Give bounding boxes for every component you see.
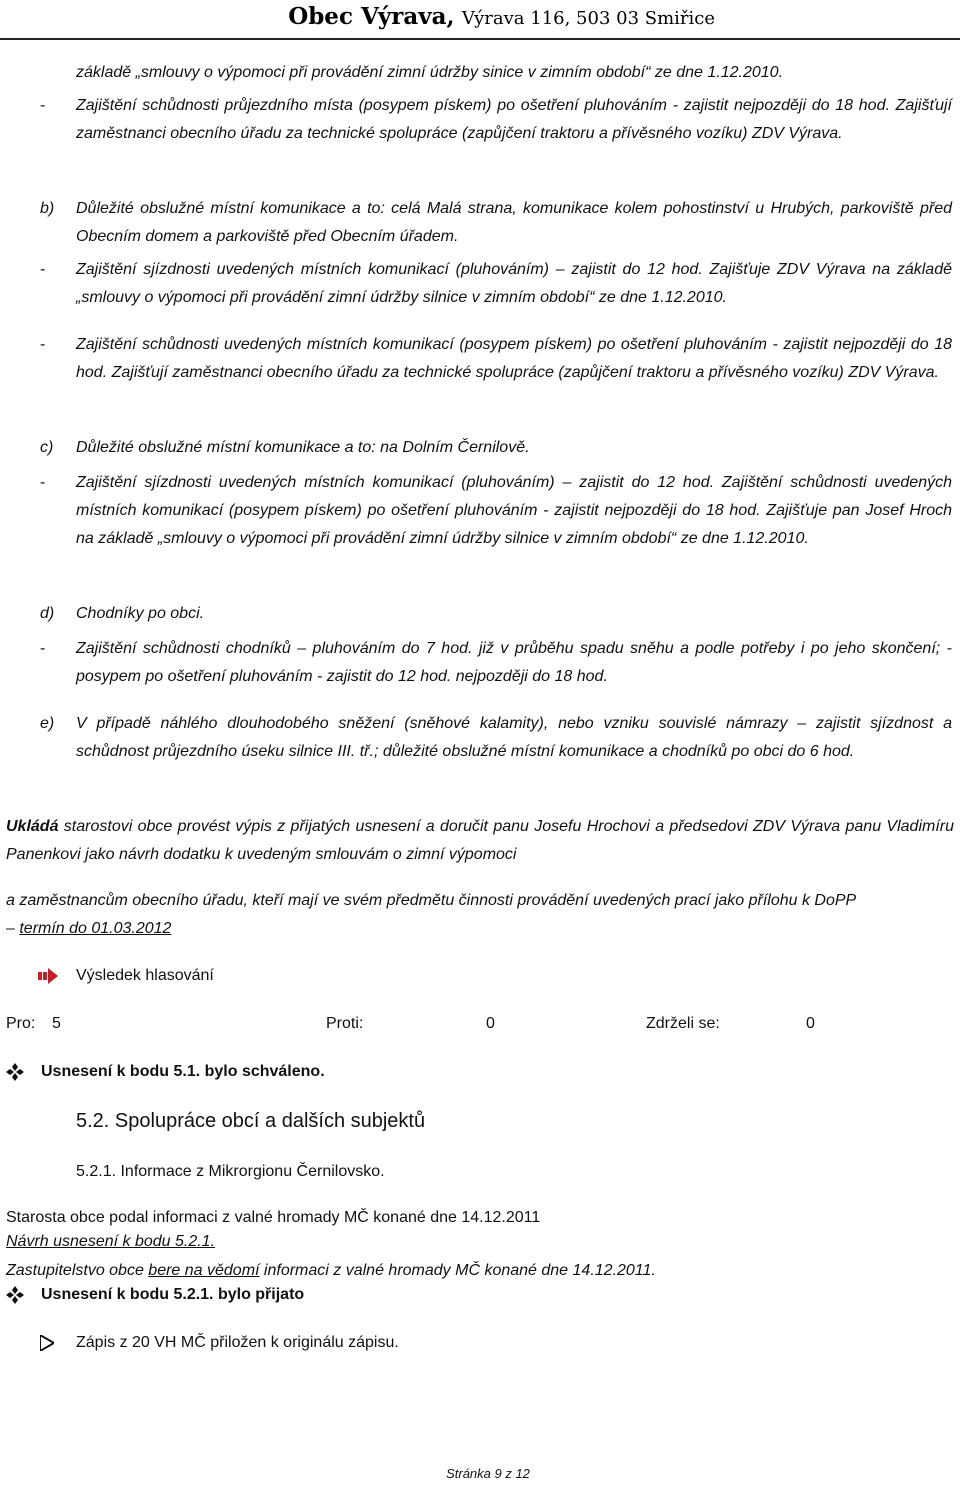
list-marker-c: c) — [40, 439, 54, 456]
four-diamond-bullet-icon — [6, 1063, 24, 1081]
paragraph-zastupitelstvo — [6, 1259, 656, 1283]
resolution-5-2-1-result: Usnesení k bodu 5.2.1. bylo přijato — [41, 1286, 305, 1303]
zastupitelstvo-text-c: informaci z valné hromady MČ konané dne 14.12.2011. — [259, 1262, 656, 1279]
dash-marker: - — [40, 640, 46, 657]
paragraph-schudnost-mista — [76, 92, 952, 148]
vote-heading: Výsledek hlasování — [76, 967, 214, 984]
list-marker-d: d) — [40, 605, 55, 622]
bere-na-vedomi: bere na vědomí — [148, 1262, 260, 1279]
dash-marker: - — [40, 474, 46, 491]
page-header — [0, 0, 960, 40]
dash-marker: - — [40, 97, 46, 114]
page-number: Stránka 9 z 12 — [446, 1466, 530, 1481]
triangle-bullet-icon — [40, 1335, 54, 1351]
four-diamond-bullet-icon — [6, 1286, 24, 1304]
paragraph-starosta-info: Starosta obce podal informaci z valné hromady MČ konané dne 14.12.2011 — [6, 1209, 541, 1226]
item-c1-text: Zajištění sjízdnosti uvedených místních komunikací (pluhováním) – zajistit do 12 hod. Zajištění schůdnosti uvedených místních komunikací (posypem pískem) po ošetření pluhováním - zajistit nejpozději do 18 hod. Zajišťuje pan Josef Hroch na základě „smlouvy o výpomoci při provádění zimní údržby silnice v zimním období“ ze dne 1.12.2010. — [76, 474, 952, 547]
vote-pro-value: 5 — [52, 1015, 61, 1032]
vote-result: Usnesení k bodu 5.1. bylo schváleno. — [41, 1063, 325, 1080]
right-arrow-icon — [38, 967, 58, 985]
vote-zdrzeli-value: 0 — [806, 1015, 815, 1032]
uklada-text: starostovi obce provést výpis z přijatých usnesení a doručit panu Josefu Hrochovi a předsedovi ZDV Výrava panu Vladimíru Panenkovi jako návrh dodatku k uvedeným smlouvám o zimní výpomoci — [6, 818, 954, 863]
list-marker-b: b) — [40, 200, 55, 217]
navrh-usneseni-label: Návrh usnesení k bodu 5.2.1. — [6, 1233, 216, 1250]
vote-zdrzeli-label: Zdrželi se: — [646, 1015, 720, 1032]
dash-marker: - — [40, 261, 46, 278]
item-c-text: Důležité obslužné místní komunikace a to: na Dolním Černilově. — [76, 439, 530, 456]
item-b-text: Důležité obslužné místní komunikace a to: celá Malá strana, komunikace kolem pohostinství u Hrubých, parkoviště před Obecním domem a parkoviště před Obecním úřadem. — [76, 200, 952, 245]
termin-deadline: termín do 01.03.2012 — [19, 920, 172, 937]
vote-proti-value: 0 — [486, 1015, 495, 1032]
zapis-note: Zápis z 20 VH MČ přiložen k originálu zápisu. — [76, 1334, 399, 1351]
paragraph-uklada — [6, 813, 954, 869]
page-footer — [0, 1466, 960, 1481]
paragraph-zamestnanci — [6, 887, 954, 943]
paragraph-schudnost-mista-text: Zajištění schůdnosti průjezdního místa (posypem pískem) po ošetření pluhováním - zajistit nejpozději do 18 hod. Zajišťují zaměstnanci obecního úřadu za technické spolupráce (zapůjčení traktoru a přívěsného vozíku) ZDV Výrava. — [76, 97, 952, 142]
header-title — [288, 0, 715, 36]
vote-pro-label: Pro: — [6, 1015, 36, 1032]
item-b1-text: Zajištění sjízdnosti uvedených místních komunikací (pluhováním) – zajistit do 12 hod. Zajišťuje ZDV Výrava na základě „smlouvy o výpomoci při provádění zimní údržby silnice v zimním období“ ze dne 1.12.2010. — [76, 261, 952, 306]
subsection-heading-5-2-1: 5.2.1. Informace z Mikrorgionu Černilovsko. — [76, 1163, 385, 1180]
zamestnanci-text: a zaměstnancům obecního úřadu, kteří mají ve svém předmětu činnosti provádění uvedených prací jako přílohu k DoPP — [6, 892, 857, 909]
item-d-text: Chodníky po obci. — [76, 605, 205, 622]
header-title-village: Obec Výrava, — [288, 3, 455, 30]
vote-proti-label: Proti: — [326, 1015, 364, 1032]
item-d1-text: Zajištění schůdnosti chodníků – pluhováním do 7 hod. již v průběhu spadu sněhu a podle potřeby i po jeho skončení; - posypem po ošetření pluhováním - zajistit do 12 hod. nejpozději do 18 hod. — [76, 640, 952, 685]
uklada-keyword: Ukládá — [6, 818, 59, 835]
section-heading-5-2: 5.2. Spolupráce obcí a dalších subjektů — [76, 1110, 426, 1132]
item-e-text: V případě náhlého dlouhodobého sněžení (sněhové kalamity), nebo vzniku souvislé námrazy – zajistit sjízdnost a schůdnost průjezdního úseku silnice III. tř.; důležité obslužné místní komunikace a chodníků po obci do 6 hod. — [76, 715, 952, 760]
header-title-address: Výrava 116, 503 03 Smiřice — [461, 8, 715, 29]
paragraph-continuation: základě „smlouvy o výpomoci při provádění zimní údržby sinice v zimním období“ ze dne 1.12.2010. — [76, 64, 784, 81]
list-marker-e: e) — [40, 715, 55, 732]
zastupitelstvo-text-a: Zastupitelstvo obce — [6, 1262, 149, 1279]
termin-dash: – — [6, 920, 20, 937]
item-b2-text: Zajištění schůdnosti uvedených místních komunikací (posypem pískem) po ošetření pluhováním - zajistit nejpozději do 18 hod. Zajišťují zaměstnanci obecního úřadu za technické spolupráce (zapůjčení traktoru a přívěsného vozíku) ZDV Výrava. — [76, 336, 952, 381]
dash-marker: - — [40, 336, 46, 353]
